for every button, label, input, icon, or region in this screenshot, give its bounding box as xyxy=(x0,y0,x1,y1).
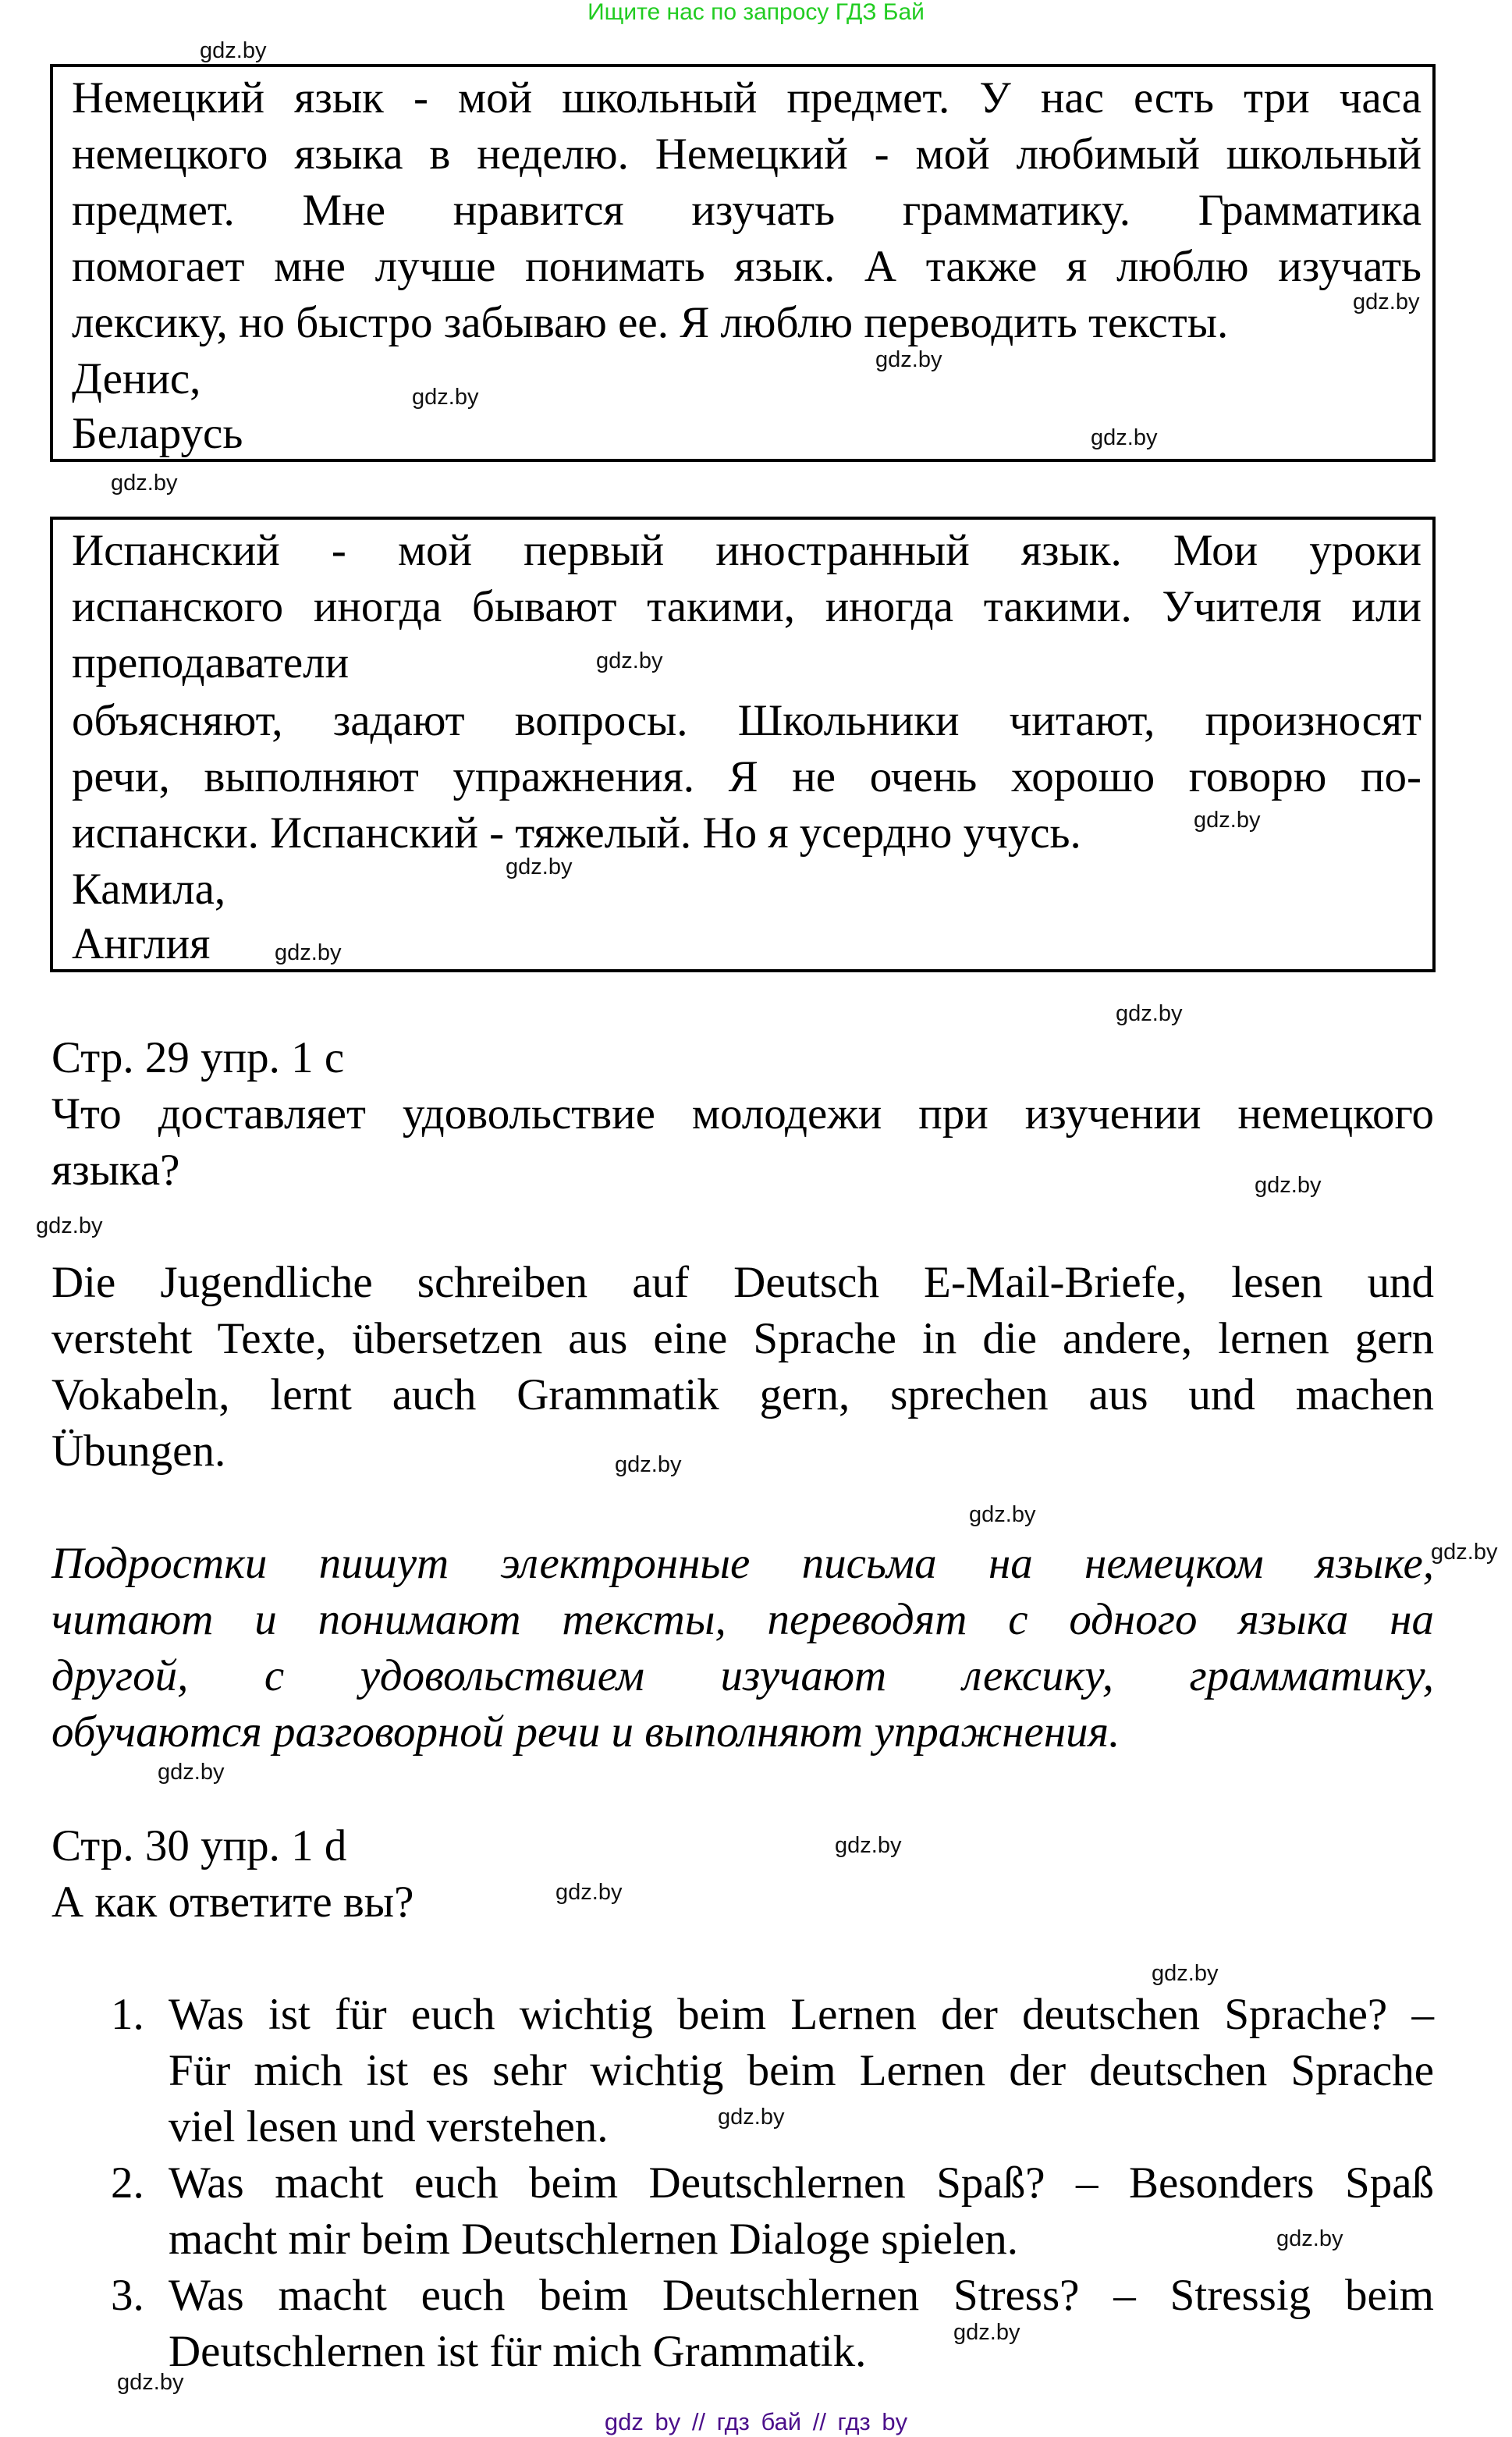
box1-line: помогает мне лучше понимать язык. А также я люблю изучать xyxy=(72,242,1421,291)
watermark: gdz.by xyxy=(875,347,942,372)
watermark: gdz.by xyxy=(412,385,479,410)
watermark: gdz.by xyxy=(555,1880,623,1905)
watermark: gdz.by xyxy=(1353,290,1420,314)
watermark: gdz.by xyxy=(1276,2226,1343,2251)
list-number: 3. xyxy=(111,2271,144,2320)
watermark: gdz.by xyxy=(953,2320,1020,2345)
watermark: gdz.by xyxy=(158,1760,225,1785)
list-item-line: Für mich ist es sehr wichtig beim Lernen der deutschen Sprache xyxy=(169,2046,1434,2095)
answer-de-line: Die Jugendliche schreiben auf Deutsch E-Mail-Briefe, lesen und xyxy=(51,1258,1434,1307)
box2-line: речи, выполняют упражнения. Я не очень хорошо говорю по- xyxy=(72,752,1421,801)
section1-question: Что доставляет удовольствие молодежи при изучении немецкого xyxy=(51,1089,1434,1139)
section1-question: языка? xyxy=(51,1146,180,1195)
list-item-line: viel lesen und verstehen. xyxy=(169,2102,609,2151)
box2-author: Камила, xyxy=(72,865,226,914)
answer-de-line: Vokabeln, lernt auch Grammatik gern, sprechen aus und machen xyxy=(51,1370,1434,1419)
watermark: gdz.by xyxy=(200,38,267,63)
list-item-line: Deutschlernen ist für mich Grammatik. xyxy=(169,2327,867,2376)
box1-line: лексику, но быстро забываю ее. Я люблю переводить тексты. xyxy=(72,298,1229,347)
list-number: 2. xyxy=(111,2158,144,2208)
watermark: gdz.by xyxy=(1431,1540,1498,1565)
box1-country: Беларусь xyxy=(72,409,243,458)
watermark: gdz.by xyxy=(506,854,573,879)
box1-line: предмет. Мне нравится изучать грамматику. Грамматика xyxy=(72,186,1421,235)
answer-de-line: Übungen. xyxy=(51,1426,226,1476)
box2-line: Испанский - мой первый иностранный язык. Мои уроки xyxy=(72,526,1421,575)
footer-links[interactable]: gdz by // гдз бай // гдз by xyxy=(604,2408,908,2435)
watermark: gdz.by xyxy=(275,940,342,965)
box2-line: испанского иногда бывают такими, иногда такими. Учителя или xyxy=(72,582,1421,631)
watermark: gdz.by xyxy=(117,2370,184,2395)
watermark: gdz.by xyxy=(835,1833,902,1858)
search-banner[interactable]: Ищите нас по запросу ГДЗ Бай xyxy=(587,0,925,25)
answer-ru-line: Подростки пишут электронные письма на немецком языке, xyxy=(51,1539,1434,1588)
watermark: gdz.by xyxy=(969,1502,1036,1527)
watermark: gdz.by xyxy=(1091,425,1158,450)
box1-author: Денис, xyxy=(72,354,201,403)
watermark: gdz.by xyxy=(1194,808,1261,833)
box2-line: испански. Испанский - тяжелый. Но я усердно учусь. xyxy=(72,808,1081,858)
section2-heading: Стр. 30 упр. 1 d xyxy=(51,1821,347,1870)
watermark: gdz.by xyxy=(1116,1001,1183,1026)
box1-line: Немецкий язык - мой школьный предмет. У нас есть три часа xyxy=(72,73,1421,123)
watermark: gdz.by xyxy=(36,1213,103,1238)
section2-subheading: А как ответите вы? xyxy=(51,1877,414,1927)
box1-line: немецкого языка в неделю. Немецкий - мой любимый школьный xyxy=(72,130,1421,179)
list-item-line: Was macht euch beim Deutschlernen Spaß? – Besonders Spaß xyxy=(169,2158,1434,2208)
list-item-line: macht mir beim Deutschlernen Dialoge spielen. xyxy=(169,2215,1018,2264)
watermark: gdz.by xyxy=(596,648,663,673)
watermark: gdz.by xyxy=(615,1452,682,1477)
box2-country: Англия xyxy=(72,919,211,968)
list-item-line: Was macht euch beim Deutschlernen Stress? – Stressig beim xyxy=(169,2271,1434,2320)
watermark: gdz.by xyxy=(718,2105,785,2130)
list-number: 1. xyxy=(111,1990,144,2039)
answer-ru-line: обучаются разговорной речи и выполняют упражнения. xyxy=(51,1707,1120,1757)
answer-ru-line: другой, с удовольствием изучают лексику, грамматику, xyxy=(51,1651,1434,1700)
box2-line: преподаватели xyxy=(72,638,350,687)
watermark: gdz.by xyxy=(1255,1173,1322,1198)
watermark: gdz.by xyxy=(111,471,178,496)
box2-line: объясняют, задают вопросы. Школьники читают, произносят xyxy=(72,696,1421,745)
answer-ru-line: читают и понимают тексты, переводят с одного языка на xyxy=(51,1595,1434,1644)
section1-heading: Стр. 29 упр. 1 с xyxy=(51,1033,345,1082)
list-item-line: Was ist für euch wichtig beim Lernen der deutschen Sprache? – xyxy=(169,1990,1434,2039)
answer-de-line: versteht Texte, übersetzen aus eine Sprache in die andere, lernen gern xyxy=(51,1314,1434,1363)
watermark: gdz.by xyxy=(1152,1961,1219,1986)
